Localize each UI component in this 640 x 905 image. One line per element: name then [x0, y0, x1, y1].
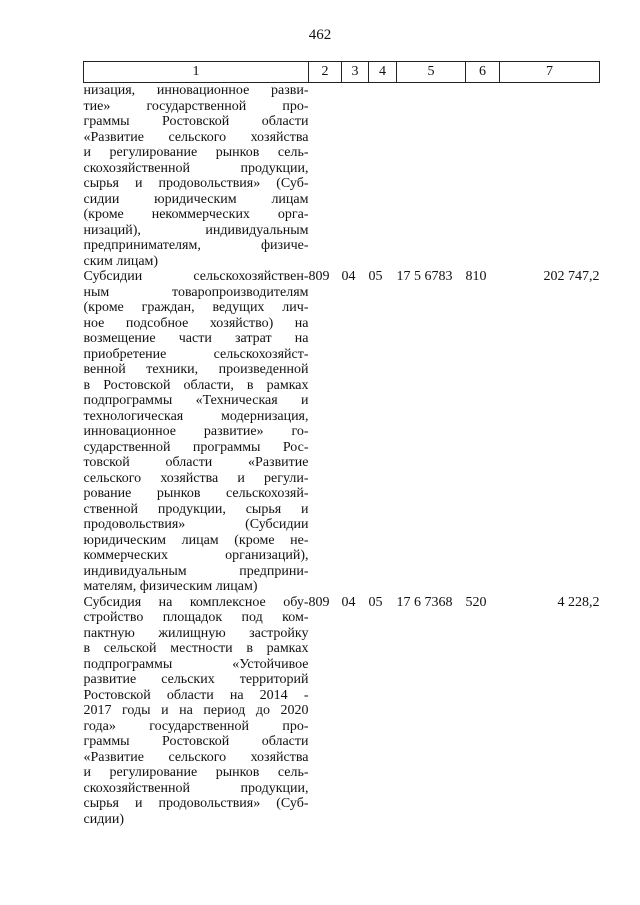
table-body — [84, 83, 600, 828]
description-line: технологическая модернизация, — [83, 408, 309, 424]
target-article-code: 17 5 6783 — [396, 269, 453, 284]
description-line: продовольствия» (Субсидии — [83, 517, 309, 532]
description-line: подпрограммы «Техническая и — [83, 393, 309, 408]
description-line: предпринимателям, физиче- — [83, 238, 309, 253]
chapter-code: 809 — [308, 269, 330, 284]
description-line: приобретение сельскохозяйст- — [83, 346, 309, 362]
description-line: коммерческих организаций), — [83, 548, 309, 563]
description-line: индивидуальным предприни- — [83, 563, 309, 579]
table-row — [84, 83, 600, 270]
description-line: пактную жилищную застройку — [83, 625, 309, 641]
page-number: 462 — [308, 27, 332, 43]
description-line: Субсидия на комплексное обу- — [83, 594, 309, 610]
section-code: 04 — [341, 269, 356, 284]
target-article-code — [397, 83, 466, 270]
description-line: года» государственной про- — [83, 718, 309, 734]
header-row — [84, 62, 600, 83]
description-line: 2017 годы и на период до 2020 — [83, 703, 309, 718]
amount — [500, 83, 600, 270]
description-line: граммы Ростовской области — [83, 114, 309, 129]
description-line: сырья и продовольствия» (Суб- — [83, 176, 309, 191]
row-description — [84, 83, 309, 270]
description-line: юридическим лицам (кроме не- — [83, 532, 309, 548]
description-line: граммы Ростовской области — [83, 734, 309, 749]
description-line: «Развитие сельского хозяйства — [83, 749, 309, 765]
header-col-2: 2 — [309, 62, 342, 83]
description-line: подпрограммы «Устойчивое — [83, 656, 309, 672]
description-line: стройство площадок под ком- — [83, 610, 309, 625]
description-line: развитие сельских территорий — [83, 672, 309, 687]
description-line: венной техники, произведенной — [83, 362, 309, 377]
header-col-5: 5 — [397, 62, 466, 83]
table-row — [84, 595, 600, 828]
row-description — [84, 595, 309, 828]
header-col-1: 1 — [84, 62, 309, 83]
description-line: в сельской местности в рамках — [83, 641, 309, 656]
chapter-code: 809 — [308, 594, 330, 610]
row-description — [84, 269, 309, 595]
amount: 4 228,2 — [557, 594, 600, 610]
description-line: в Ростовской области, в рамках — [83, 377, 309, 393]
section-code: 04 — [341, 594, 356, 610]
header-col-6: 6 — [466, 62, 500, 83]
subsection-code — [369, 83, 397, 270]
table-row — [84, 269, 600, 595]
amount: 202 747,2 — [543, 269, 600, 284]
description-line: сидии) — [83, 811, 124, 827]
chapter-code — [309, 83, 342, 270]
description-line: (кроме некоммерческих орга- — [83, 207, 309, 222]
expense-type-code — [466, 83, 500, 270]
description-line: ственной продукции, сырья и — [83, 501, 309, 517]
description-line: тие» государственной про- — [83, 98, 309, 114]
description-line: ным товаропроизводителям — [83, 284, 309, 300]
header-col-4: 4 — [369, 62, 397, 83]
description-line: низаций), индивидуальным — [83, 222, 309, 238]
description-line: и регулирование рынков сель- — [83, 765, 309, 780]
expense-type-code: 810 — [465, 269, 487, 284]
budget-table — [83, 61, 600, 827]
description-line: низация, инновационное разви- — [83, 83, 309, 98]
header-col-7: 7 — [500, 62, 600, 83]
subsection-code: 05 — [368, 594, 383, 610]
section-code — [342, 83, 369, 270]
description-line: «Развитие сельского хозяйства — [83, 129, 309, 145]
description-line: ное подсобное хозяйство) на — [83, 315, 309, 331]
description-line: Субсидии сельскохозяйствен- — [83, 269, 309, 284]
description-line: сельского хозяйства и регули- — [83, 470, 309, 486]
target-article-code: 17 6 7368 — [396, 594, 453, 610]
subsection-code: 05 — [368, 269, 383, 284]
description-line: Ростовской области на 2014 - — [83, 687, 309, 703]
description-line: (кроме граждан, ведущих лич- — [83, 300, 309, 315]
description-line: и регулирование рынков сель- — [83, 145, 309, 160]
description-line: товской области «Развитие — [83, 455, 309, 470]
description-line: мателям, физическим лицам) — [83, 579, 258, 594]
description-line: скохозяйственной продукции, — [83, 780, 309, 796]
description-line: ским лицам) — [83, 253, 159, 269]
description-line: возмещение части затрат на — [83, 331, 309, 346]
description-line: сидии юридическим лицам — [83, 191, 309, 207]
description-line: инновационное развитие» го- — [83, 424, 309, 439]
expense-type-code: 520 — [465, 594, 487, 610]
description-line: скохозяйственной продукции, — [83, 160, 309, 176]
header-col-3: 3 — [342, 62, 369, 83]
description-line: сударственной программы Рос- — [83, 439, 309, 455]
description-line: сырья и продовольствия» (Суб- — [83, 796, 309, 811]
description-line: рование рынков сельскохозяй- — [83, 486, 309, 501]
